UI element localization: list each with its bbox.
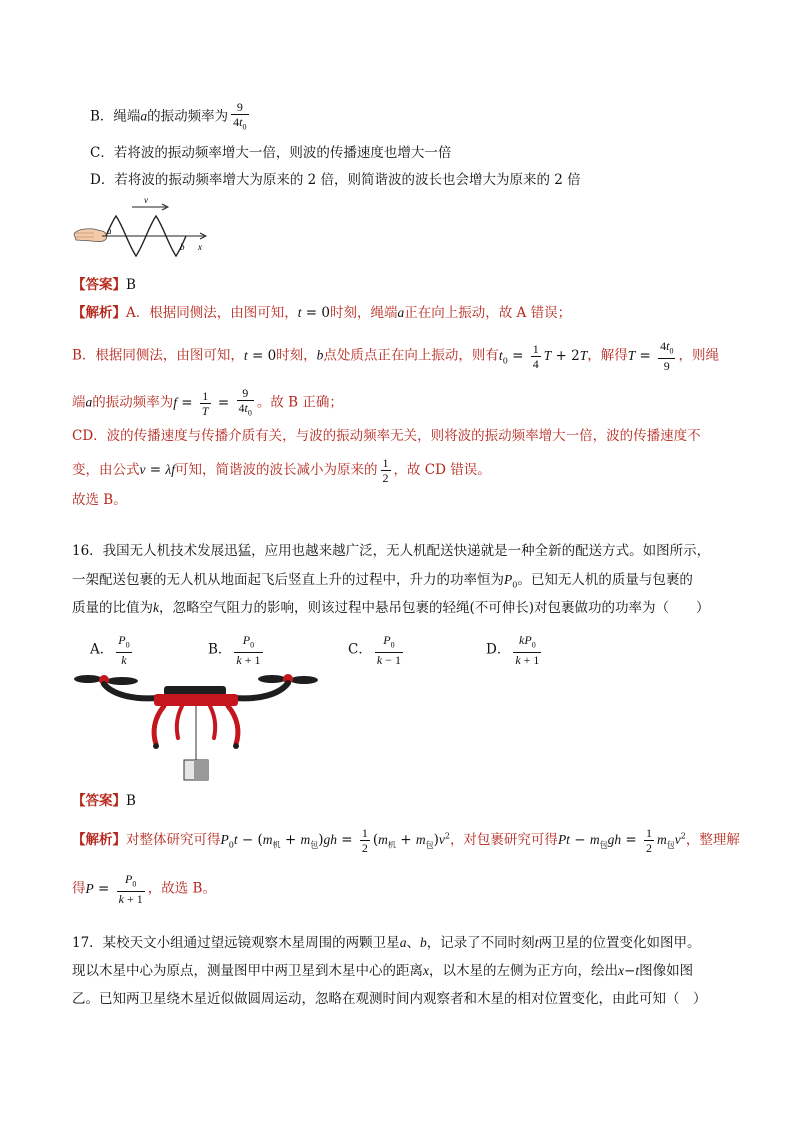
right-arm <box>234 683 288 698</box>
text: 时刻， <box>276 347 317 364</box>
text: 一架配送包裹的无人机从地面起飞后竖直上升的过程中，升力的功率恒为 <box>72 572 504 588</box>
leg-foot <box>153 743 159 749</box>
text: ，忽略空气阻力的影响，则该过程中悬吊包裹的轻绳(不可伸长)对包裹做功的功率为（ ） <box>159 600 710 616</box>
landing-leg <box>177 706 182 738</box>
q16-option-c: C． $\frac{P_0}{k - 1}$ <box>348 633 401 668</box>
text: 。已知无人机的质量与包裹的 <box>517 572 693 588</box>
answer-value: B <box>126 277 136 293</box>
text: A．根据同侧法，由图可知， <box>126 305 298 321</box>
q15-analysis-b-line2: 端a的振动频率为f = $\frac{1}{T}$ = $\frac{9}{4t_0}$ 。故 B 正确； <box>72 386 343 418</box>
text: ，故 CD 错误。 <box>393 462 491 478</box>
text: 端 <box>72 394 86 411</box>
q15-analysis-b-line1: B．根据同侧法，由图可知，t = 0时刻，b点处质点正在向上振动，则有$t_0$ = $\frac{1}{4}$ T + 2T，解得T = $\frac{4t_0}{9}$ ，则绳 <box>72 339 719 374</box>
q16-option-b: B． $\frac{P_0}{k + 1}$ <box>208 633 261 668</box>
text: B． <box>208 641 232 658</box>
q16-analysis-line1 <box>72 826 740 856</box>
landing-leg <box>210 706 215 738</box>
drone-body <box>154 694 238 706</box>
text: 17．某校天文小组通过望远镜观察木星周围的两颗卫星 <box>72 935 400 951</box>
text: B．绳端 <box>90 108 141 125</box>
text: 的振动频率为 <box>147 108 229 125</box>
q15-analysis-cd-line1: CD．波的传播速度与传播介质有关，与波的振动频率无关，则将波的振动频率增大一倍，波的传播速度不 <box>72 428 701 444</box>
q15-analysis-a: 【解析】A．根据同侧法，由图可知，t = 0时刻，绳端a正在向上振动，故 A 错误； <box>72 305 572 321</box>
q16-analysis-line2 <box>72 872 216 906</box>
equation-whole: $P_0t - (m_机 + m_包)gh$ = $\frac{1}{2}$ $(m_机 + m_包)v^2$ <box>220 826 450 855</box>
text: ，故选 B。 <box>147 880 216 897</box>
equation-package: $Pt - m_包gh$ = $\frac{1}{2}$ $m_包v^2$ <box>557 826 686 855</box>
text: ，解得 <box>587 347 628 364</box>
left-propeller-blade <box>74 675 102 683</box>
text: ，则绳 <box>678 347 719 364</box>
text: 现以木星中心为原点，测量图甲中两卫星到木星中心的距离 <box>72 963 423 979</box>
text: ，整理解 <box>685 832 740 848</box>
wave-figure <box>72 192 212 270</box>
label-b: b <box>180 242 185 252</box>
text: 两卫星的位置变化如图甲。 <box>538 935 701 951</box>
landing-leg <box>228 706 238 744</box>
q15-option-b: B．绳端a的振动频率为 $\frac{9}{4t_0}$ <box>90 100 252 134</box>
fraction-half: $\frac{1}{2}$ <box>382 456 389 485</box>
q16-answer <box>72 791 136 811</box>
q16-line3: 质量的比值为k，忽略空气阻力的影响，则该过程中悬吊包裹的轻绳(不可伸长)对包裹做功的功率为（ ） <box>72 600 710 616</box>
q16-option-a: A． $\frac{P_0}{k}$ <box>90 633 130 668</box>
analysis-tag: 【解析】 <box>72 305 126 321</box>
q16-option-d: D． $\frac{kP_0}{k + 1}$ <box>486 633 540 668</box>
text: 、 <box>406 935 420 951</box>
q15-option-c: C．若将波的振动频率增大一倍，则波的传播速度也增大一倍 <box>90 145 452 161</box>
text: 时刻，绳端 <box>330 305 398 321</box>
landing-leg <box>154 706 164 744</box>
text: C． <box>348 641 372 658</box>
right-propeller-blade <box>290 676 318 684</box>
equation-f: f = $\frac{1}{T}$ = $\frac{9}{4t_0}$ <box>173 386 252 418</box>
equation-t0: $t_0$ = $\frac{1}{4}$ T + 2T <box>498 341 588 371</box>
text: 图像如图 <box>639 963 694 979</box>
q16-line2: 一架配送包裹的无人机从地面起飞后竖直上升的过程中，升力的功率恒为$P_0$。已知无人机的质量与包裹的 <box>72 572 693 590</box>
text: 得 <box>72 880 86 897</box>
analysis-tag: 【解析】 <box>72 832 126 848</box>
q17-line2: 现以木星中心为原点，测量图甲中两卫星到木星中心的距离x，以木星的左侧为正方向，绘出x−t图像如图 <box>72 963 694 979</box>
left-arm <box>104 684 158 698</box>
text: ，记录了不同时刻 <box>426 935 535 951</box>
text: 质量的比值为 <box>72 600 153 616</box>
right-propeller-blade <box>258 675 286 683</box>
label-x: x <box>198 242 202 252</box>
equation-result: P = $\frac{P_0}{k + 1}$ <box>85 872 143 907</box>
text: A． <box>90 641 114 658</box>
q17-line1: 17．某校天文小组通过望远镜观察木星周围的两颗卫星a、b，记录了不同时刻t两卫星的位置变化如图甲。 <box>72 935 701 951</box>
q15-option-d: D．若将波的振动频率增大为原来的 2 倍，则简谐波的波长也会增大为原来的 2 倍 <box>90 172 581 188</box>
text: 的振动频率为 <box>92 394 174 411</box>
label-v: v <box>144 195 148 205</box>
left-propeller-blade <box>106 677 138 685</box>
text: 可知，简谐波的波长减小为原来的 <box>175 462 378 478</box>
text: 。故 B 正确； <box>256 394 343 411</box>
drone-figure <box>72 668 320 784</box>
equation-T: T = $\frac{4t_0}{9}$ <box>627 339 674 374</box>
package-shadow <box>194 760 208 780</box>
q15-conclusion: 故选 B。 <box>72 492 127 508</box>
label-a: a <box>107 226 112 236</box>
q15-analysis-cd-line2: 变，由公式v = λf可知，简谐波的波长减小为原来的 $\frac{1}{2}$ ，故 CD 错误。 <box>72 456 491 485</box>
text: ，对包裹研究可得 <box>449 832 558 848</box>
fraction-9-over-4t0: $\frac{9}{4t_0}$ <box>233 100 247 132</box>
q15-answer <box>72 275 136 295</box>
q16-line1: 16．我国无人机技术发展迅猛，应用也越来越广泛，无人机配送快递就是一种全新的配送方式。如图所示， <box>72 543 711 559</box>
leg-foot <box>233 743 239 749</box>
hand-icon <box>74 229 107 242</box>
text: 对整体研究可得 <box>126 832 221 848</box>
text: 变，由公式 <box>72 462 140 478</box>
answer-tag: 【答案】 <box>72 277 126 293</box>
text: ，以木星的左侧为正方向，绘出 <box>429 963 618 979</box>
answer-value: B <box>126 793 136 809</box>
text: 点处质点正在向上振动，则有 <box>323 347 499 364</box>
text: B．根据同侧法，由图可知， <box>72 347 244 364</box>
text: 正在向上振动，故 A 错误； <box>404 305 572 321</box>
q17-line3: 乙。已知两卫星绕木星近似做圆周运动，忽略在观测时间内观察者和木星的相对位置变化，由此可知（ ） <box>72 991 707 1007</box>
text: D． <box>486 641 511 658</box>
answer-tag: 【答案】 <box>72 793 126 809</box>
